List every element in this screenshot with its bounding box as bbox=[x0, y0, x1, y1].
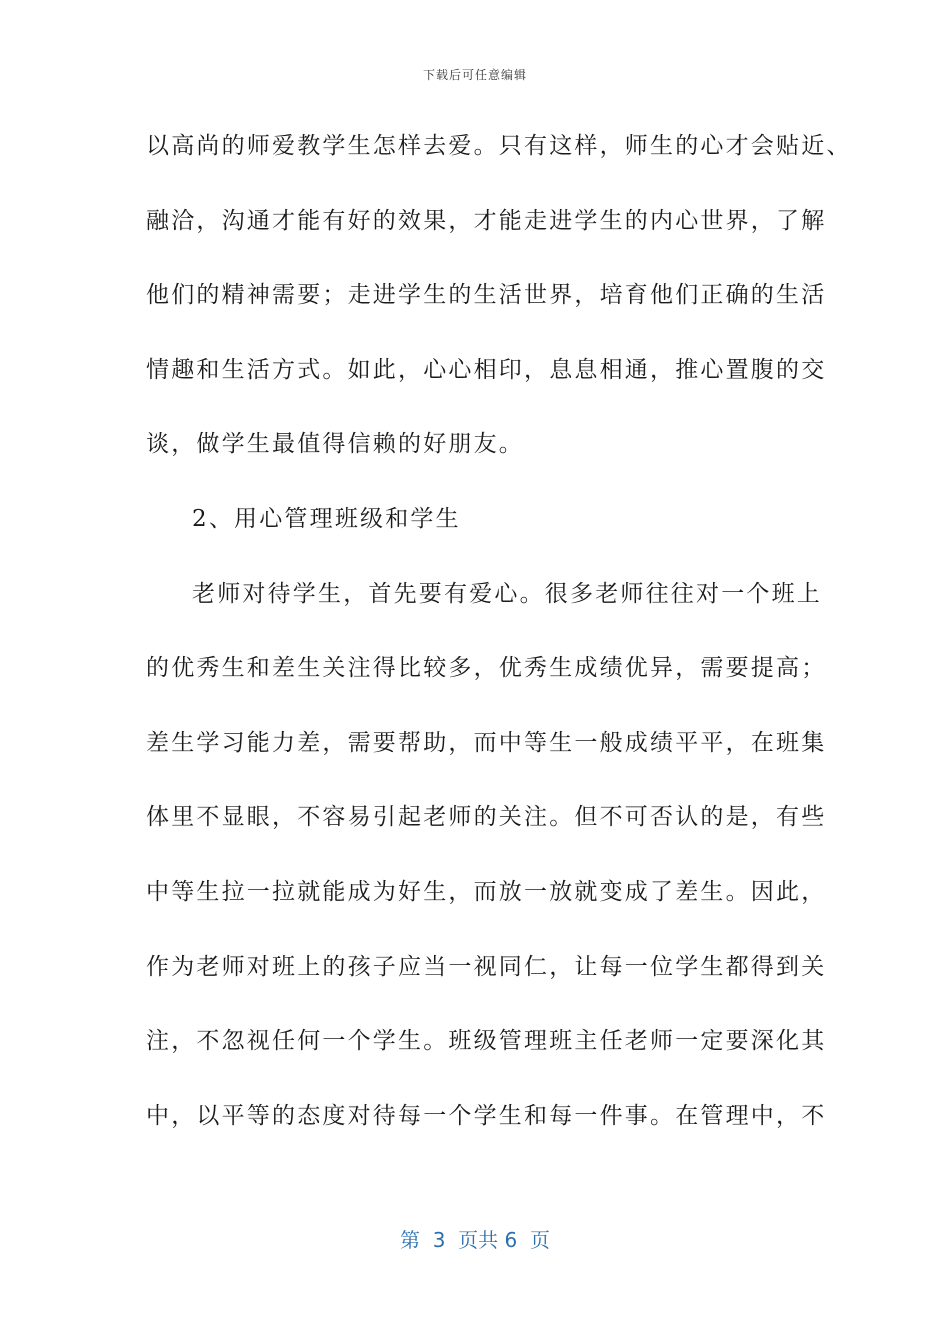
section-heading: 2、用心管理班级和学生 bbox=[192, 505, 461, 532]
text-line: 融洽，沟通才能有好的效果，才能走进学生的内心世界，了解 bbox=[146, 207, 827, 234]
document-body bbox=[146, 122, 852, 1166]
text-line: 的优秀生和差生关注得比较多，优秀生成绩优异，需要提高； bbox=[146, 655, 827, 682]
text-line: 体里不显眼，不容易引起老师的关注。但不可否认的是，有些 bbox=[146, 804, 827, 831]
text-line: 作为老师对班上的孩子应当一视同仁，让每一位学生都得到关 bbox=[146, 953, 827, 980]
header-note: 下载后可任意编辑 bbox=[422, 68, 527, 82]
text-line: 中，以平等的态度对待每一个学生和每一件事。在管理中，不 bbox=[146, 1102, 827, 1129]
text-line: 他们的精神需要；走进学生的生活世界，培育他们正确的生活 bbox=[146, 282, 827, 309]
text-line: 注，不忽视任何一个学生。班级管理班主任老师一定要深化其 bbox=[146, 1028, 827, 1055]
page-number: 第 3 页共 6 页 bbox=[400, 1228, 550, 1252]
text-line: 以高尚的师爱教学生怎样去爱。只有这样，师生的心才会贴近、 bbox=[146, 133, 852, 159]
text-line: 情趣和生活方式。如此，心心相印，息息相通，推心置腹的交 bbox=[146, 356, 827, 383]
paragraph-first-line: 老师对待学生，首先要有爱心。很多老师往往对一个班上 bbox=[192, 580, 822, 607]
text-line: 谈，做学生最值得信赖的好朋友。 bbox=[146, 431, 524, 458]
text-line: 中等生拉一拉就能成为好生，而放一放就变成了差生。因此， bbox=[146, 878, 827, 905]
text-line: 差生学习能力差，需要帮助，而中等生一般成绩平平，在班集 bbox=[146, 729, 827, 756]
